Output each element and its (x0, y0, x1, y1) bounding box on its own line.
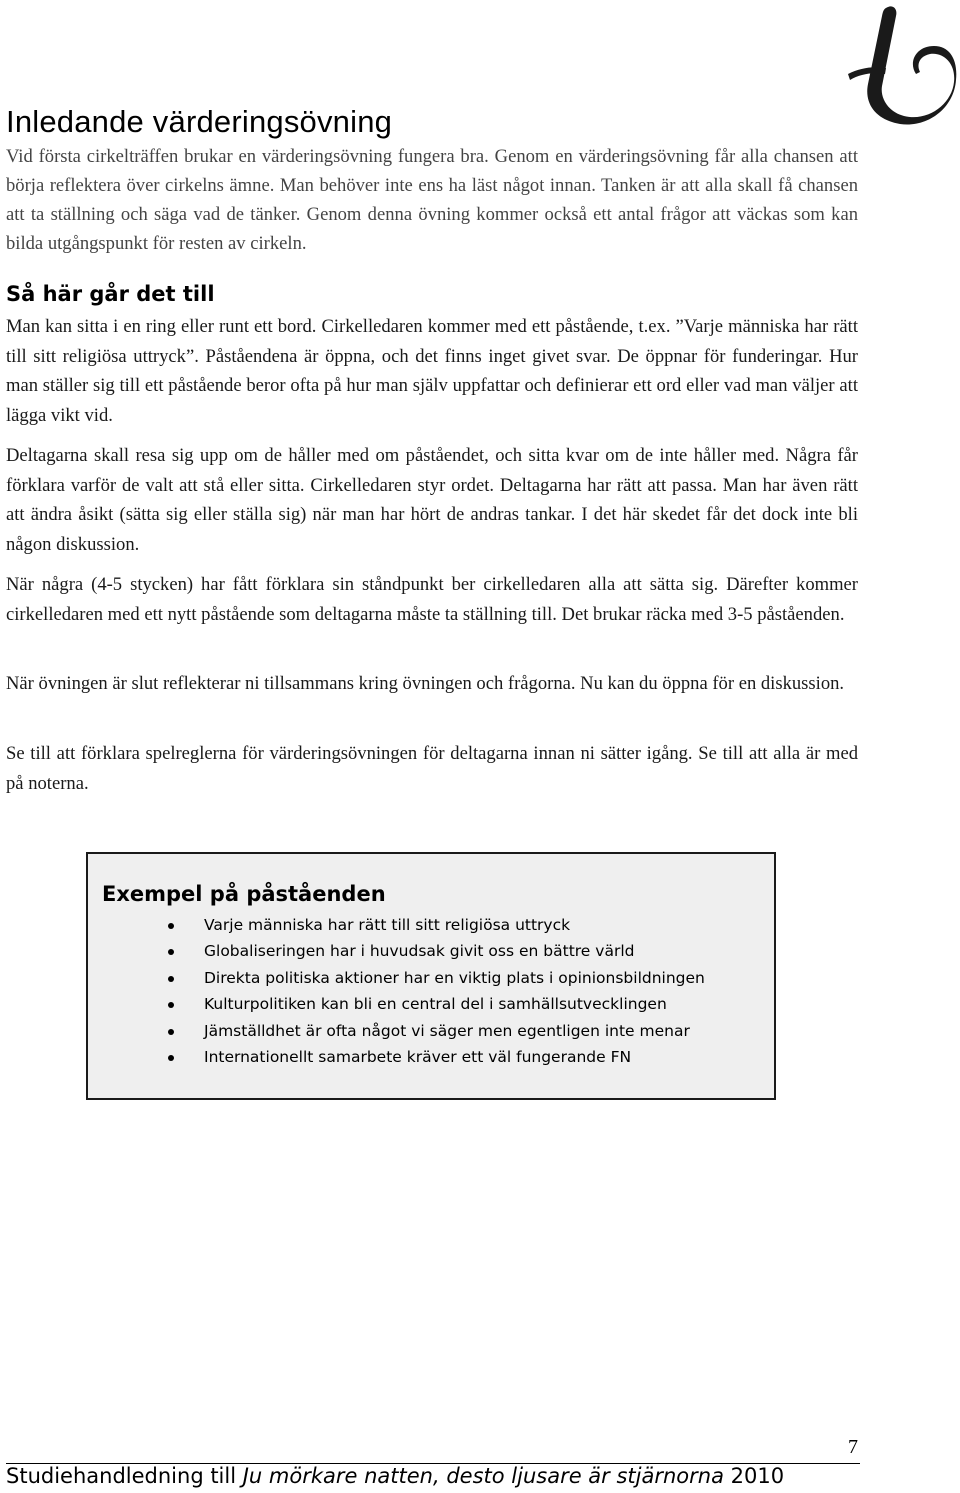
list-item: Kulturpolitiken kan bli en central del i samhällsutvecklingen (88, 991, 705, 1017)
section-heading: Så här går det till (6, 282, 215, 306)
bullet-icon (168, 1055, 174, 1061)
body-paragraph: När några (4-5 stycken) har fått förklara sin ståndpunkt ber cirkelledaren alla att sätta sig. Därefter kommer cirkelledaren med ett nytt påstående som deltagarna måste ta ställning till. Det brukar räcka med 3-5 påståenden. (6, 574, 858, 625)
examples-list (88, 912, 705, 1070)
bullet-icon (168, 1002, 174, 1008)
body-paragraph: Se till att förklara spelreglerna för värderingsövningen för deltagarna innan ni sätter igång. Se till att alla är med på noterna. (6, 743, 858, 794)
bullet-icon (168, 976, 174, 982)
list-item: Direkta politiska aktioner har en viktig plats i opinionsbildningen (88, 965, 705, 991)
intro-paragraph: Vid första cirkelträffen brukar en värderingsövning fungera bra. Genom en värderingsövning får alla chansen att börja reflektera över cirkelns ämne. Man behöver inte ens ha läst något innan. Tanken är att alla skall få chansen att ta ställning och säga vad de tänker. Genom denna övning kommer också ett antal frågor att väckas som kan bilda utgångspunkt för resten av cirkeln. (6, 146, 858, 254)
body-paragraph: Man kan sitta i en ring eller runt ett bord. Cirkelledaren kommer med ett påstående, t.ex. ”Varje människa har rätt till sitt religiösa uttryck”. Påståendena är öppna, och det finns inget givet svar. De öppnar för funderingar. Hur man ställer sig till ett påstående beror ofta på hur man själv uppfattar och definierar ett ord eller vad man väljer att lägga vikt vid. (6, 316, 858, 426)
footer-book-title: Ju mörkare natten, desto ljusare är stjärnorna (242, 1464, 724, 1488)
list-item: Jämställdhet är ofta något vi säger men egentligen inte menar (88, 1018, 705, 1044)
page-title: Inledande värderingsövning (6, 104, 393, 139)
examples-box (86, 852, 776, 1100)
body-paragraph: Deltagarna skall resa sig upp om de håller med om påståendet, och sitta kvar om de inte håller med. Några får förklara varför de valt att stå eller sitta. Cirkelledaren styr ordet. Deltagarna har rätt att passa. Man har även rätt att ändra åsikt (sätta sig eller ställa sig) när man har hört de andras tankar. I det här skedet får det dock inte bli någon diskussion. (6, 445, 858, 555)
footer-prefix: Studiehandledning till (6, 1464, 243, 1488)
calligraphic-logo-icon (846, 2, 958, 128)
body-paragraph: När övningen är slut reflekterar ni tillsammans kring övningen och frågorna. Nu kan du öppna för en diskussion. (6, 673, 845, 694)
page-number: 7 (848, 1436, 858, 1458)
list-item: Internationellt samarbete kräver ett väl fungerande FN (88, 1044, 705, 1070)
bullet-icon (168, 1029, 174, 1035)
bullet-icon (168, 923, 174, 929)
examples-title: Exempel på påståenden (102, 882, 386, 906)
list-item: Globaliseringen har i huvudsak givit oss en bättre värld (88, 938, 705, 964)
footer (6, 1464, 784, 1488)
bullet-icon (168, 949, 174, 955)
list-item: Varje människa har rätt till sitt religiösa uttryck (88, 912, 705, 938)
footer-year: 2010 (723, 1464, 785, 1488)
